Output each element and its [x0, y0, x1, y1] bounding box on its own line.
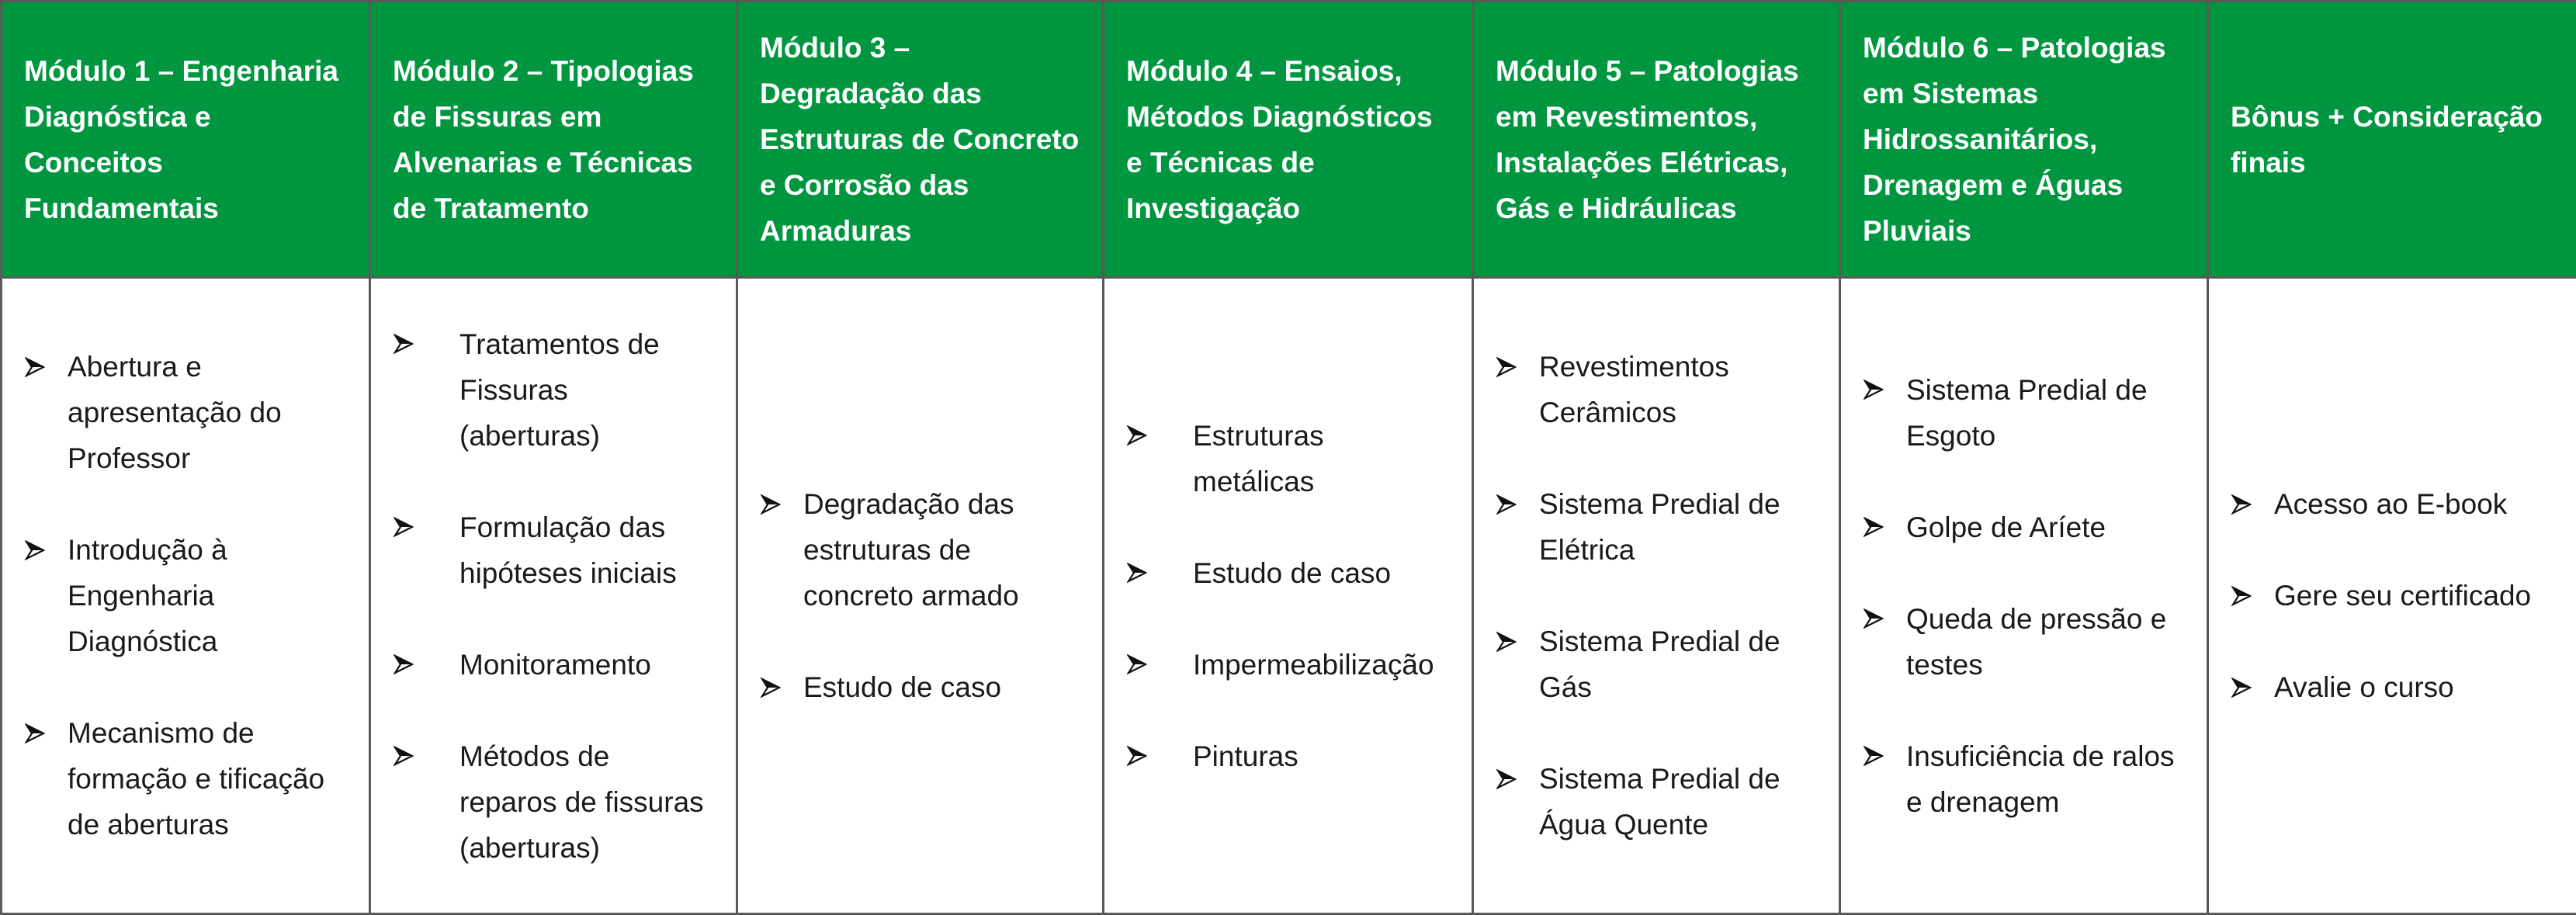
arrowhead-bullet-icon — [1863, 504, 1884, 550]
topic-item — [24, 344, 347, 481]
arrowhead-bullet-icon — [1863, 733, 1884, 779]
module-1-content — [2, 278, 370, 914]
topic-item — [2231, 481, 2554, 527]
arrowhead-bullet-icon — [760, 481, 782, 527]
arrowhead-bullet-icon — [24, 527, 46, 573]
topic-item — [1863, 596, 2185, 688]
topic-label: Queda de pressão e testes — [1906, 596, 2185, 688]
topic-item — [2231, 664, 2554, 710]
topic-item — [24, 710, 347, 847]
module-3-topic-list — [760, 481, 1080, 710]
topic-item — [1863, 733, 2185, 825]
arrowhead-bullet-icon — [1496, 481, 1517, 527]
topic-item — [24, 527, 347, 664]
topic-label: Sistema Predial de Elétrica — [1539, 481, 1817, 573]
arrowhead-bullet-icon — [1126, 733, 1148, 779]
topic-label: Sistema Predial de Água Quente — [1539, 756, 1817, 847]
topic-label: Pinturas — [1193, 733, 1450, 779]
arrowhead-bullet-icon — [393, 733, 414, 779]
topic-label: Sistema Predial de Gás — [1539, 619, 1817, 710]
arrowhead-bullet-icon — [1126, 642, 1148, 688]
topic-label: Revestimentos Cerâmicos — [1539, 344, 1817, 435]
topic-label: Insuficiência de ralos e drenagem — [1906, 733, 2185, 825]
topic-label: Impermeabilização — [1193, 642, 1450, 688]
arrowhead-bullet-icon — [24, 710, 46, 756]
module-6-topic-list — [1863, 367, 2185, 825]
module-1-title: Módulo 1 – Engenharia Diagnóstica e Conceitos Fundamentais — [2, 2, 370, 278]
topic-item — [1496, 619, 1817, 710]
topic-label: Introdução à Engenharia Diagnóstica — [68, 527, 347, 664]
content-row — [2, 278, 2576, 914]
topic-item — [760, 664, 1080, 710]
topic-label: Estudo de caso — [1193, 550, 1450, 596]
topic-item — [760, 481, 1080, 619]
topic-item — [393, 504, 714, 596]
topic-label: Sistema Predial de Esgoto — [1906, 367, 2185, 459]
topic-item — [393, 321, 714, 459]
module-2-topic-list — [393, 321, 714, 871]
topic-item — [393, 733, 714, 871]
topic-item — [393, 642, 714, 688]
topic-label: Avalie o curso — [2274, 664, 2554, 710]
arrowhead-bullet-icon — [24, 344, 46, 390]
topic-item — [1126, 642, 1450, 688]
module-5-title: Módulo 5 – Patologias em Revestimentos, Instalações Elétricas, Gás e Hidráulicas — [1473, 2, 1840, 278]
module-4-title: Módulo 4 – Ensaios, Métodos Diagnósticos e Técnicas de Investigação — [1104, 2, 1473, 278]
bonus-topic-list — [2231, 481, 2554, 710]
topic-label: Estudo de caso — [803, 664, 1080, 710]
topic-item — [1863, 367, 2185, 459]
topic-item — [1126, 413, 1450, 504]
module-3-title: Módulo 3 – Degradação das Estruturas de Concreto e Corrosão das Armaduras — [737, 2, 1104, 278]
topic-item — [1496, 756, 1817, 847]
arrowhead-bullet-icon — [1496, 756, 1517, 802]
topic-label: Métodos de reparos de fissuras (aberturas) — [459, 733, 714, 871]
bonus-module-content — [2208, 278, 2576, 914]
module-5-topic-list — [1496, 344, 1817, 847]
topic-label: Tratamentos de Fissuras (aberturas) — [459, 321, 714, 459]
arrowhead-bullet-icon — [1496, 619, 1517, 664]
module-1-topic-list — [24, 344, 347, 847]
module-5-content — [1473, 278, 1840, 914]
module-4-content — [1104, 278, 1473, 914]
arrowhead-bullet-icon — [1126, 413, 1148, 459]
topic-item — [1496, 344, 1817, 435]
topic-label: Mecanismo de formação e tificação de aberturas — [68, 710, 347, 847]
topic-label: Abertura e apresentação do Professor — [68, 344, 347, 481]
arrowhead-bullet-icon — [2231, 573, 2252, 619]
module-3-content — [737, 278, 1104, 914]
module-4-topic-list — [1126, 413, 1450, 779]
arrowhead-bullet-icon — [2231, 481, 2252, 527]
bonus-module-title: Bônus + Consideração finais — [2208, 2, 2576, 278]
arrowhead-bullet-icon — [1126, 550, 1148, 596]
arrowhead-bullet-icon — [393, 642, 414, 688]
topic-label: Acesso ao E-book — [2274, 481, 2554, 527]
topic-label: Formulação das hipóteses iniciais — [459, 504, 714, 596]
module-6-title: Módulo 6 – Patologias em Sistemas Hidrossanitários, Drenagem e Águas Pluviais — [1840, 2, 2208, 278]
topic-label: Golpe de Aríete — [1906, 504, 2185, 550]
arrowhead-bullet-icon — [2231, 664, 2252, 710]
arrowhead-bullet-icon — [393, 321, 414, 367]
arrowhead-bullet-icon — [1863, 367, 1884, 413]
topic-label: Degradação das estruturas de concreto armado — [803, 481, 1080, 619]
arrowhead-bullet-icon — [1496, 344, 1517, 390]
module-2-title: Módulo 2 – Tipologias de Fissuras em Alvenarias e Técnicas de Tratamento — [370, 2, 737, 278]
arrowhead-bullet-icon — [760, 664, 782, 710]
topic-label: Estruturas metálicas — [1193, 413, 1450, 504]
topic-item — [1496, 481, 1817, 573]
module-2-content — [370, 278, 737, 914]
arrowhead-bullet-icon — [1863, 596, 1884, 642]
topic-label: Gere seu certificado — [2274, 573, 2554, 619]
topic-item — [2231, 573, 2554, 619]
topic-label: Monitoramento — [459, 642, 714, 688]
topic-item — [1126, 550, 1450, 596]
arrowhead-bullet-icon — [393, 504, 414, 550]
topic-item — [1126, 733, 1450, 779]
module-6-content — [1840, 278, 2208, 914]
topic-item — [1863, 504, 2185, 550]
header-row — [2, 2, 2576, 278]
